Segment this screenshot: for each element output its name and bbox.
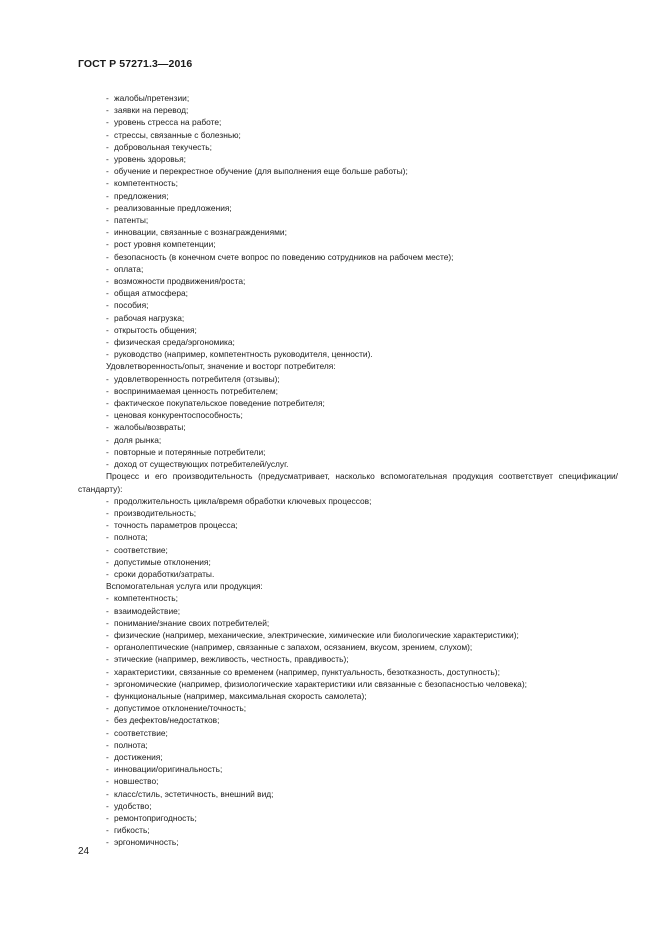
list-item (78, 690, 618, 702)
list-dash: - (106, 568, 109, 579)
list-item (78, 116, 618, 128)
list-dash: - (106, 837, 109, 848)
list-dash: - (106, 520, 109, 531)
list-item-text: продолжительность цикла/время обработки ключевых процессов; (114, 495, 372, 506)
list-item (78, 775, 618, 787)
list-dash: - (106, 715, 109, 726)
list-dash: - (106, 337, 109, 348)
list-item-text: повторные и потерянные потребители; (114, 446, 266, 457)
list-item-text: точность параметров процесса; (114, 520, 238, 531)
list-item (78, 446, 618, 458)
list-item-text: класс/стиль, эстетичность, внешний вид; (114, 788, 274, 799)
list-item-text: ценовая конкурентоспособность; (114, 410, 243, 421)
list-dash: - (106, 593, 109, 604)
list-dash: - (106, 556, 109, 567)
list-item-text: руководство (например, компетентность руководителя, ценности). (114, 349, 373, 360)
list-dash: - (106, 459, 109, 470)
list-dash: - (106, 215, 109, 226)
list-item (78, 605, 618, 617)
list-item (78, 629, 618, 641)
list-dash: - (106, 288, 109, 299)
list-item-text: удовлетворенность потребителя (отзывы); (114, 373, 280, 384)
list-dash: - (106, 629, 109, 640)
list-dash: - (106, 227, 109, 238)
list-item-text: достижения; (114, 751, 163, 762)
list-item (78, 739, 618, 751)
list-dash: - (106, 154, 109, 165)
list-item (78, 226, 618, 238)
list-item (78, 592, 618, 604)
list-item-text: соответствие; (114, 544, 168, 555)
list-item (78, 421, 618, 433)
list-item (78, 104, 618, 116)
list-item-text: безопасность (в конечном счете вопрос по поведению сотрудников на рабочем месте); (114, 251, 454, 262)
list-item-text: полнота; (114, 739, 148, 750)
list-dash: - (106, 422, 109, 433)
list-item-text: новшество; (114, 776, 159, 787)
list-item (78, 263, 618, 275)
list-dash: - (106, 129, 109, 140)
list-dash: - (106, 385, 109, 396)
list-item (78, 556, 618, 568)
list-item-text: добровольная текучесть; (114, 141, 212, 152)
list-dash: - (106, 532, 109, 543)
list-dash: - (106, 434, 109, 445)
list-dash: - (106, 507, 109, 518)
list-dash: - (106, 617, 109, 628)
list-dash: - (106, 751, 109, 762)
list-dash: - (106, 764, 109, 775)
list-dash: - (106, 349, 109, 360)
list-item (78, 348, 618, 360)
list-dash: - (106, 788, 109, 799)
list-item (78, 531, 618, 543)
list-dash: - (106, 825, 109, 836)
section-paragraph: Процесс и его производительность (предусматривает, насколько вспомогательная продукция соответствует спецификации/стандарту): (78, 471, 618, 494)
list-item (78, 763, 618, 775)
list-item (78, 836, 618, 848)
list-item-text: удобство; (114, 800, 152, 811)
list-item-text: пособия; (114, 300, 149, 311)
list-item (78, 275, 618, 287)
list-dash: - (106, 239, 109, 250)
list-item (78, 812, 618, 824)
list-item (78, 568, 618, 580)
list-dash: - (106, 178, 109, 189)
list-item-text: производительность; (114, 507, 197, 518)
list-item-text: понимание/знание своих потребителей; (114, 617, 270, 628)
list-item (78, 751, 618, 763)
list-item (78, 653, 618, 665)
list-item-text: компетентность; (114, 593, 178, 604)
list-dash: - (106, 739, 109, 750)
list-dash: - (106, 446, 109, 457)
list-item (78, 287, 618, 299)
list-item-text: компетентность; (114, 178, 178, 189)
list-item (78, 299, 618, 311)
list-dash: - (106, 251, 109, 262)
list-item-text: стрессы, связанные с болезнью; (114, 129, 241, 140)
list-item (78, 153, 618, 165)
list-item (78, 385, 618, 397)
list-dash: - (106, 166, 109, 177)
list-item (78, 214, 618, 226)
list-item-text: возможности продвижения/роста; (114, 276, 246, 287)
list-dash: - (106, 690, 109, 701)
list-dash: - (106, 117, 109, 128)
list-dash: - (106, 800, 109, 811)
list-item-text: органолептические (например, связанные с запахом, осязанием, вкусом, зрением, слухом); (114, 642, 473, 653)
list-item-text: оплата; (114, 263, 144, 274)
list-item (78, 190, 618, 202)
list-dash: - (106, 654, 109, 665)
list-item-text: открытость общения; (114, 324, 197, 335)
list-item (78, 495, 618, 507)
list-dash: - (106, 141, 109, 152)
list-item-text: эргономические (например, физиологические характеристики или связанные с безопасностью человека); (114, 678, 527, 689)
list-dash: - (106, 202, 109, 213)
list-dash: - (106, 642, 109, 653)
section-paragraph: Удовлетворенность/опыт, значение и восторг потребителя: (106, 361, 336, 372)
list-dash: - (106, 398, 109, 409)
list-dash: - (106, 495, 109, 506)
list-item-text: сроки доработки/затраты. (114, 568, 215, 579)
list-item (78, 409, 618, 421)
list-item (78, 238, 618, 250)
document-body (78, 92, 618, 849)
list-item-text: функциональные (например, максимальная скорость самолета); (114, 690, 367, 701)
list-item-text: жалобы/возвраты; (114, 422, 186, 433)
list-item (78, 165, 618, 177)
list-item-text: характеристики, связанные со временем (например, пунктуальность, безотказность, доступность); (114, 666, 500, 677)
list-item-text: без дефектов/недостатков; (114, 715, 220, 726)
list-dash: - (106, 666, 109, 677)
list-dash: - (106, 312, 109, 323)
list-item (78, 507, 618, 519)
list-item (78, 251, 618, 263)
document-header: ГОСТ Р 57271.3—2016 (78, 58, 193, 70)
list-item (78, 727, 618, 739)
list-item (78, 702, 618, 714)
list-dash: - (106, 410, 109, 421)
list-item-text: уровень здоровья; (114, 154, 186, 165)
list-item-text: доход от существующих потребителей/услуг. (114, 459, 289, 470)
list-item (78, 92, 618, 104)
list-item-text: общая атмосфера; (114, 288, 188, 299)
list-item (78, 641, 618, 653)
list-item (78, 324, 618, 336)
list-dash: - (106, 300, 109, 311)
list-dash: - (106, 727, 109, 738)
list-dash: - (106, 776, 109, 787)
list-item-text: этические (например, вежливость, честность, правдивость); (114, 654, 349, 665)
list-item (78, 397, 618, 409)
list-item-text: рост уровня компетенции; (114, 239, 216, 250)
list-item-text: инновации/оригинальность; (114, 764, 223, 775)
list-item (78, 714, 618, 726)
list-item-text: фактическое покупательское поведение потребителя; (114, 398, 325, 409)
list-dash: - (106, 190, 109, 201)
list-item (78, 800, 618, 812)
list-item (78, 177, 618, 189)
list-item (78, 373, 618, 385)
list-item-text: ремонтопригодность; (114, 812, 197, 823)
list-item-text: полнота; (114, 532, 148, 543)
list-dash: - (106, 605, 109, 616)
list-item-text: соответствие; (114, 727, 168, 738)
list-item-text: уровень стресса на работе; (114, 117, 222, 128)
list-item (78, 312, 618, 324)
list-item (78, 336, 618, 348)
list-item-text: жалобы/претензии; (114, 93, 190, 103)
list-dash: - (106, 105, 109, 116)
list-item-text: предложения; (114, 190, 169, 201)
list-dash: - (106, 276, 109, 287)
list-item-text: заявки на перевод; (114, 105, 189, 116)
list-dash: - (106, 812, 109, 823)
list-item-text: инновации, связанные с вознаграждениями; (114, 227, 287, 238)
list-item (78, 678, 618, 690)
page-number: 24 (78, 846, 90, 857)
list-item-text: воспринимаемая ценность потребителем; (114, 385, 278, 396)
list-dash: - (106, 324, 109, 335)
list-item (78, 617, 618, 629)
list-item-text: физическая среда/эргономика; (114, 337, 235, 348)
list-item (78, 519, 618, 531)
list-item-text: рабочая нагрузка; (114, 312, 185, 323)
list-item-text: реализованные предложения; (114, 202, 232, 213)
list-dash: - (106, 93, 109, 103)
list-dash: - (106, 263, 109, 274)
list-dash: - (106, 544, 109, 555)
list-item (78, 202, 618, 214)
list-dash: - (106, 373, 109, 384)
list-item-text: взаимодействие; (114, 605, 181, 616)
list-item (78, 129, 618, 141)
list-item-text: обучение и перекрестное обучение (для выполнения еще больше работы); (114, 166, 408, 177)
list-item (78, 434, 618, 446)
list-item-text: доля рынка; (114, 434, 162, 445)
list-item-text: патенты; (114, 215, 149, 226)
list-item (78, 788, 618, 800)
list-item-text: допустимое отклонение/точность; (114, 703, 247, 714)
list-dash: - (106, 678, 109, 689)
section-paragraph: Вспомогательная услуга или продукция: (106, 581, 263, 592)
list-item (78, 141, 618, 153)
list-item (78, 824, 618, 836)
list-item-text: гибкость; (114, 825, 150, 836)
list-item-text: эргономичность; (114, 837, 179, 848)
list-item-text: допустимые отклонения; (114, 556, 211, 567)
list-item (78, 458, 618, 470)
list-item-text: физические (например, механические, электрические, химические или биологические характеристики); (114, 629, 519, 640)
list-item (78, 544, 618, 556)
list-item (78, 666, 618, 678)
list-dash: - (106, 703, 109, 714)
